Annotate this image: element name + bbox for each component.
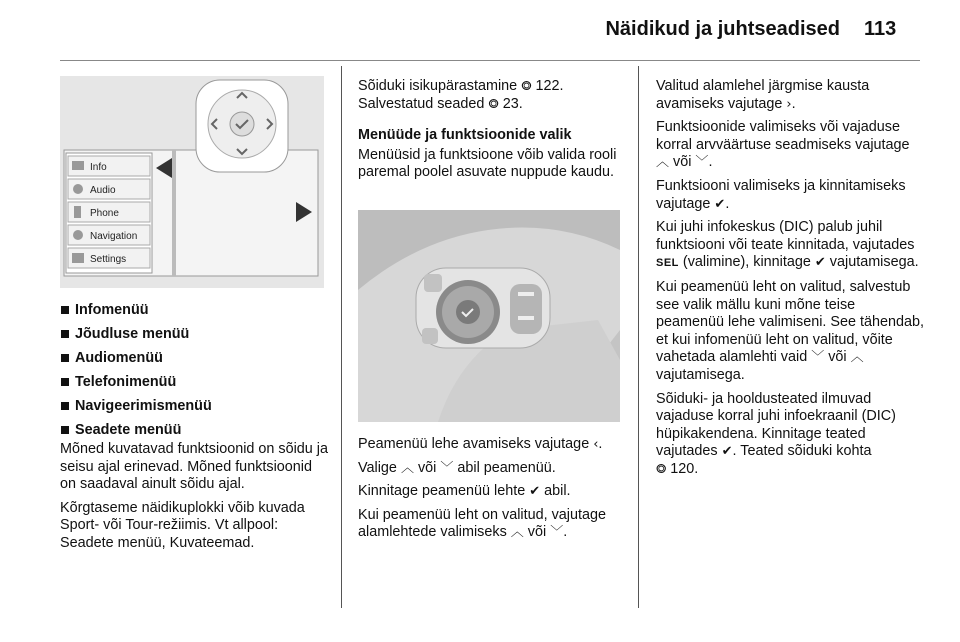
menu-item-phone <box>68 202 150 222</box>
paragraph: Kui peamenüü leht on valitud, vajutage alamlehtede valimiseks ︿ või ﹀. <box>358 506 607 541</box>
paragraph: Mõned kuvatavad funktsioonid on sõidu ja seisu ajal erinevad. Mõned funktsioonid on saadaval ainult sõidu ajal. <box>60 441 329 493</box>
section-heading: Menüüde ja funktsioonide valik <box>358 127 572 144</box>
menu-item-label: Phone <box>90 208 119 219</box>
paragraph: Menüüsid ja funktsioone võib valida rooli paremal poolel asuvate nuppude kaudu. <box>358 146 617 181</box>
menu-item-settings <box>68 248 150 268</box>
paragraph: Kui peamenüü leht on valitud, salvestub see valik mällu kuni mõne teise peamenüü lehe valimiseni. See tähendab, et kui infomenüü leht on valitud, võite vahetada alamlehti vaid ﹀ või ︿ vajutamisega. <box>656 278 925 383</box>
display-menu-figure <box>60 76 324 288</box>
chevron-down-icon: ﹀ <box>695 155 709 171</box>
menu-bullet-list <box>60 302 328 439</box>
paragraph: Kui juhi infokeskus (DIC) palub juhil funktsiooni või teate kinnitada, vajutades SEL (valimine), kinnitage ✔ vajutamisega. <box>656 219 919 271</box>
controller-pad-icon <box>196 80 288 172</box>
link[interactable]: 23. <box>502 95 523 112</box>
column-separator-1 <box>341 66 342 608</box>
page-number: 113 <box>864 18 897 40</box>
menu-item-label: Settings <box>90 254 127 265</box>
chevron-left-icon: ‹ <box>593 437 599 452</box>
list-item: Seadete menüü <box>60 422 328 439</box>
chevron-down-icon: ﹀ <box>811 350 825 366</box>
list-item: Infomenüü <box>60 302 328 319</box>
paragraph: Kõrgtaseme näidikuplokki võib kuvada Sport- või Tour-režiimis. Vt allpool: Seadete menüü, Kuvateemad. <box>60 499 305 551</box>
checkmark-icon: ✔ <box>814 255 826 271</box>
column-1 <box>60 302 328 559</box>
list-item: Navigeerimismenüü <box>60 398 328 415</box>
link[interactable]: 122. <box>535 78 564 94</box>
link[interactable]: 120. <box>670 460 699 477</box>
list-item: Telefonimenüü <box>60 374 328 391</box>
paragraph: Sõiduki- ja hooldusteated ilmuvad vajaduse korral juhi infoekraanil (DIC) hüpikakendena. Kinnitage teated vajutades ✔. Teated sõiduki kohta ⭗ 120. <box>656 390 896 477</box>
page-header-title: Näidikud ja juhtseadised <box>605 18 840 40</box>
menu-item-info <box>68 156 150 176</box>
list-item: Audiomenüü <box>60 350 328 367</box>
column-separator-2 <box>638 66 639 608</box>
reference-arrow-icon: ⭗ <box>521 79 532 94</box>
chevron-up-icon: ︿ <box>510 525 524 541</box>
chevron-right-icon: › <box>786 96 792 112</box>
chevron-up-icon: ︿ <box>850 350 864 366</box>
paragraph: Valitud alamlehel järgmise kausta avamiseks vajutage ›. <box>656 78 870 112</box>
menu-item-audio <box>68 179 150 199</box>
header-rule <box>60 60 920 61</box>
checkmark-icon: ✔ <box>714 196 726 212</box>
column-2 <box>358 78 628 188</box>
checkmark-icon: ✔ <box>529 484 541 500</box>
menu-item-navigation <box>68 225 150 245</box>
paragraph: Kinnitage peamenüü lehte ✔ abil. <box>358 483 571 500</box>
paragraph: Peamenüü lehe avamiseks vajutage ‹. <box>358 436 603 452</box>
reference-arrow-icon: ⭗ <box>656 461 667 477</box>
column-3 <box>656 78 926 484</box>
chevron-down-icon: ﹀ <box>440 460 454 476</box>
reference-arrow-icon: ⭗ <box>488 96 499 112</box>
menu-item-label: Navigation <box>90 231 138 242</box>
menu-item-label: Audio <box>90 185 116 196</box>
cross-references: Sõiduki isikupärastamine ⭗ 122. Salvestatud seaded ⭗ 23. <box>358 78 564 112</box>
chevron-up-icon: ︿ <box>656 155 670 171</box>
chevron-up-icon: ︿ <box>400 460 414 476</box>
sel-button-label: SEL <box>656 257 679 270</box>
checkmark-icon: ✔ <box>721 444 733 460</box>
column-2-lower <box>358 436 632 548</box>
list-item: Jõudluse menüü <box>60 326 328 343</box>
paragraph: Funktsiooni valimiseks ja kinnitamiseks vajutage ✔. <box>656 177 906 212</box>
paragraph: Funktsioonide valimiseks või vajaduse korral arvväärtuse seadmiseks vajutage ︿ või ﹀. <box>656 119 910 171</box>
chevron-down-icon: ﹀ <box>550 525 564 541</box>
menu-item-label: Info <box>90 162 107 173</box>
steering-wheel-controls-photo <box>358 210 620 422</box>
paragraph: Valige ︿ või ﹀ abil peamenüü. <box>358 459 556 476</box>
